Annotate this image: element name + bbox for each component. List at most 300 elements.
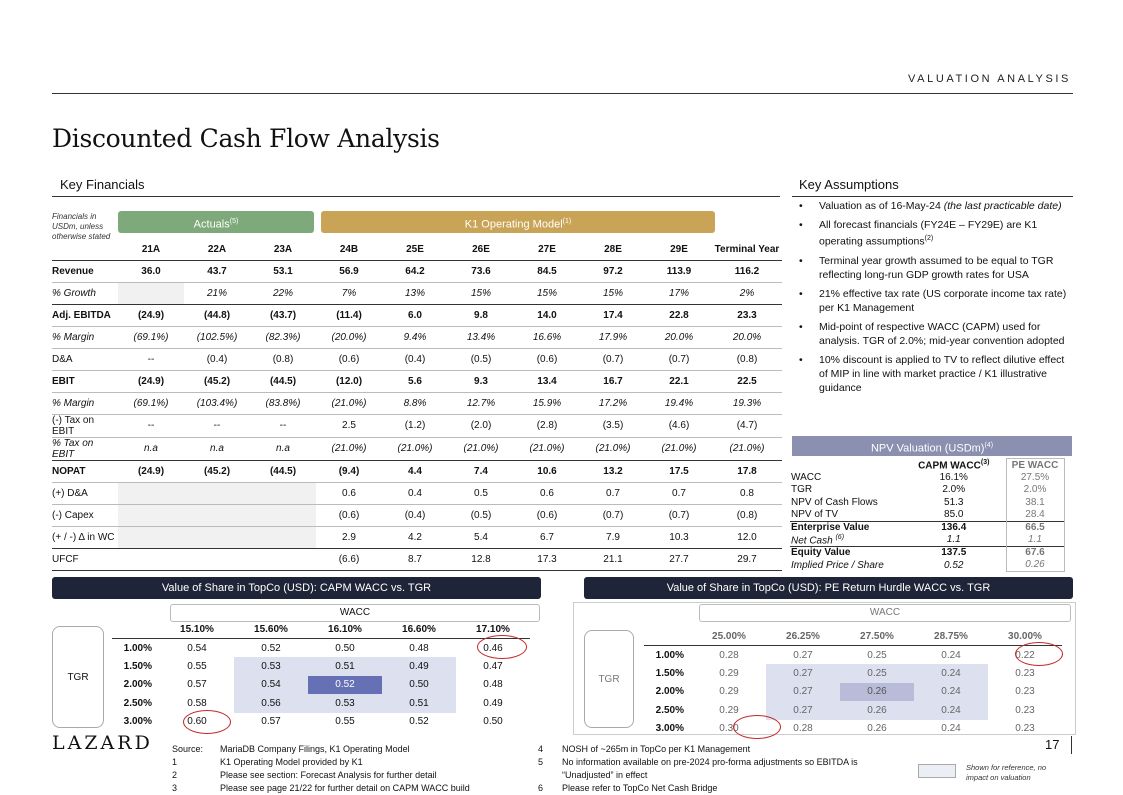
reference-legend: Shown for reference, no impact on valuation	[966, 763, 1047, 782]
cell: (4.6)	[646, 414, 712, 437]
cell: n.a	[118, 437, 184, 460]
sensitivity-cell: 0.22	[1015, 649, 1035, 661]
npv-pe-value: 28.4	[1006, 509, 1064, 522]
npv-capm-value: 0.52	[944, 559, 964, 571]
cell: 0.7	[646, 482, 712, 504]
cell: --	[118, 414, 184, 437]
sensitivity-cell: 0.26	[840, 683, 914, 702]
npv-pe-value: 0.26	[1006, 559, 1064, 572]
npv-capm-value: 16.1%	[939, 471, 968, 483]
cell: 17.8	[712, 460, 782, 482]
npv-pe-value: 67.6	[1006, 546, 1064, 559]
sensitivity-row	[644, 664, 1062, 683]
sensitivity-cell: 0.26	[840, 701, 914, 720]
cell: (103.4%)	[184, 392, 250, 414]
npv-row	[790, 521, 1064, 534]
financial-row	[52, 526, 782, 548]
assumption-item: • Terminal year growth assumed to be equal to TGR reflecting long-run GDP growth rates for USA	[797, 254, 1069, 282]
actuals-label: Actuals	[193, 218, 230, 231]
cell: 56.9	[316, 260, 382, 282]
sensitivity-cell: 0.25	[840, 664, 914, 683]
row-label: (+ / -) Δ in WC	[52, 526, 118, 548]
npv-pe-value: 1.1	[1006, 534, 1064, 547]
wacc-header: 16.60%	[382, 620, 456, 639]
sensitivity-cell: 0.49	[382, 657, 456, 676]
cell: 9.8	[448, 304, 514, 326]
cell: (21.0%)	[712, 437, 782, 460]
cell: (3.5)	[580, 414, 646, 437]
financial-row	[52, 548, 782, 570]
cell: 0.6	[514, 482, 580, 504]
cell: 15%	[514, 282, 580, 304]
cell: 20.0%	[646, 326, 712, 348]
cell: (24.9)	[118, 370, 184, 392]
sensitivity-cell: 0.23	[1015, 723, 1035, 735]
sensitivity-cell: 0.46	[483, 642, 503, 654]
sensitivity-cell: 0.50	[483, 716, 503, 728]
cell	[184, 526, 250, 548]
npv-row	[790, 496, 1064, 509]
capm-sensitivity-title: Value of Share in TopCo (USD): CAPM WACC vs. TGR	[52, 577, 541, 599]
financial-row	[52, 504, 782, 526]
sensitivity-cell: 0.24	[914, 683, 988, 702]
sensitivity-cell: 0.57	[187, 679, 207, 691]
financial-row	[52, 260, 782, 282]
cell: 22.8	[646, 304, 712, 326]
cell: 8.8%	[382, 392, 448, 414]
cell: 16.7	[580, 370, 646, 392]
sensitivity-cell: 0.28	[793, 723, 813, 735]
key-financials-heading: Key Financials	[60, 177, 145, 192]
npv-row	[790, 471, 1064, 484]
cell: (11.4)	[316, 304, 382, 326]
cell: (21.0%)	[382, 437, 448, 460]
npv-pe-value: 66.5	[1006, 521, 1064, 534]
tgr-row-label: 1.50%	[123, 660, 152, 672]
cell: (0.4)	[382, 348, 448, 370]
cell	[250, 548, 316, 570]
col-header: 27E	[514, 240, 580, 260]
col-header: 26E	[448, 240, 514, 260]
npv-table	[790, 458, 1065, 572]
cell: (9.4)	[316, 460, 382, 482]
highlight-circle	[183, 710, 231, 734]
sensitivity-cell: 0.54	[187, 642, 207, 654]
sensitivity-cell: 0.30	[719, 723, 739, 735]
wacc-header: 25.00%	[692, 627, 766, 646]
row-label: (+) D&A	[52, 482, 118, 504]
sensitivity-row	[112, 657, 530, 676]
cell: 43.7	[184, 260, 250, 282]
cell: (44.5)	[250, 460, 316, 482]
financial-row	[52, 414, 782, 437]
financial-row	[52, 348, 782, 370]
units-note: Financials in USDm, unless otherwise stated	[52, 212, 111, 241]
footnote: 3 Please see page 21/22 for further detail on CAPM WACC build	[172, 783, 470, 793]
sensitivity-cell: 0.27	[766, 701, 840, 720]
cell: 84.5	[514, 260, 580, 282]
col-header: 23A	[250, 240, 316, 260]
cell: 0.6	[316, 482, 382, 504]
cell: (20.0%)	[316, 326, 382, 348]
key-assumptions-rule	[792, 196, 1073, 197]
sensitivity-cell: 0.24	[914, 701, 988, 720]
assumption-item: • All forecast financials (FY24E – FY29E) are K1 operating assumptions$^{(2)}$	[797, 218, 1069, 249]
sensitivity-cell: 0.50	[335, 642, 355, 654]
capm-wacc-label: WACC	[170, 604, 540, 622]
cell: (6.6)	[316, 548, 382, 570]
sensitivity-cell: 0.51	[308, 657, 382, 676]
cell: 17.5	[646, 460, 712, 482]
sensitivity-cell: 0.57	[261, 716, 281, 728]
wacc-header: 15.10%	[160, 620, 234, 639]
cell: (0.6)	[514, 504, 580, 526]
row-label: EBIT	[52, 370, 118, 392]
sensitivity-cell: 0.52	[308, 676, 382, 695]
cell: (0.8)	[712, 348, 782, 370]
cell: 17.3	[514, 548, 580, 570]
key-financials-table	[52, 240, 782, 571]
model-label: K1 Operating Model	[464, 218, 563, 231]
col-header: 29E	[646, 240, 712, 260]
cell: 113.9	[646, 260, 712, 282]
cell: 15.9%	[514, 392, 580, 414]
footnotes-left	[172, 743, 470, 795]
sensitivity-row	[644, 720, 1062, 739]
cell: (0.6)	[316, 504, 382, 526]
cell: (21.0%)	[514, 437, 580, 460]
cell: 2.9	[316, 526, 382, 548]
cell: 22.5	[712, 370, 782, 392]
financial-row	[52, 482, 782, 504]
sensitivity-cell: 0.23	[1015, 667, 1035, 679]
tgr-row-label: 1.00%	[655, 649, 684, 661]
wacc-header: 30.00%	[988, 627, 1062, 646]
npv-row	[790, 484, 1064, 497]
cell: (0.7)	[646, 348, 712, 370]
row-label: NOPAT	[52, 460, 118, 482]
cell	[184, 482, 250, 504]
footnote: 6 Please refer to TopCo Net Cash Bridge	[538, 783, 718, 793]
footnotes-right	[538, 743, 858, 795]
cell: 0.4	[382, 482, 448, 504]
model-sup: (1)	[562, 218, 572, 225]
sensitivity-cell: 0.24	[941, 649, 961, 661]
cell: 0.5	[448, 482, 514, 504]
cell: 21%	[184, 282, 250, 304]
cell: 7%	[316, 282, 382, 304]
row-label: % Margin	[52, 326, 118, 348]
highlight-circle	[733, 715, 781, 739]
assumption-item: • 21% effective tax rate (US corporate income tax rate) per K1 Management	[797, 287, 1069, 315]
cell: 7.4	[448, 460, 514, 482]
cell: (69.1%)	[118, 392, 184, 414]
cell	[250, 526, 316, 548]
cell: 64.2	[382, 260, 448, 282]
cell: 17.9%	[580, 326, 646, 348]
cell: (0.6)	[316, 348, 382, 370]
sensitivity-cell: 0.58	[187, 697, 207, 709]
row-label: Revenue	[52, 260, 118, 282]
assumption-item: • Mid-point of respective WACC (CAPM) used for analysis. TGR of 2.0%; mid-year convention adopted	[797, 320, 1069, 348]
footnote: 4 NOSH of ~265m in TopCo per K1 Management	[538, 744, 751, 754]
npv-pe-value: 2.0%	[1006, 484, 1064, 497]
npv-pe-value: 38.1	[1006, 496, 1064, 509]
cell	[118, 526, 184, 548]
cell: (24.9)	[118, 304, 184, 326]
cell: (21.0%)	[316, 437, 382, 460]
sensitivity-cell: 0.49	[483, 697, 503, 709]
cell: 5.6	[382, 370, 448, 392]
npv-label: Equity Value	[791, 547, 851, 559]
key-financials-rule	[52, 196, 780, 197]
cell: (0.7)	[646, 504, 712, 526]
col-header: Terminal Year	[712, 240, 782, 260]
cell	[118, 504, 184, 526]
cell: 15%	[448, 282, 514, 304]
pe-sensitivity-title: Value of Share in TopCo (USD): PE Return Hurdle WACC vs. TGR	[584, 577, 1073, 599]
page-number-rule	[1071, 736, 1072, 754]
cell: (24.9)	[118, 460, 184, 482]
sensitivity-row	[644, 683, 1062, 702]
cell: 13.4	[514, 370, 580, 392]
row-label: Adj. EBITDA	[52, 304, 118, 326]
npv-label: WACC	[791, 471, 822, 483]
section-header: VALUATION ANALYSIS	[908, 73, 1071, 85]
cell: 2.5	[316, 414, 382, 437]
sensitivity-cell: 0.27	[793, 649, 813, 661]
cell: 23.3	[712, 304, 782, 326]
header-rule	[52, 93, 1073, 94]
npv-label: TGR	[791, 484, 813, 496]
cell: (0.7)	[580, 348, 646, 370]
cell: 10.3	[646, 526, 712, 548]
tgr-row-label: 3.00%	[655, 723, 684, 735]
sensitivity-cell: 0.29	[719, 704, 739, 716]
cell: (21.0%)	[580, 437, 646, 460]
financial-row	[52, 370, 782, 392]
capm-tgr-label: TGR	[52, 626, 104, 728]
npv-row	[790, 509, 1064, 522]
cell	[184, 548, 250, 570]
sensitivity-row	[644, 701, 1062, 720]
footnote: 1 K1 Operating Model provided by K1	[172, 757, 363, 767]
cell: 21.1	[580, 548, 646, 570]
sensitivity-cell: 0.54	[234, 676, 308, 695]
col-header: 28E	[580, 240, 646, 260]
cell: 19.4%	[646, 392, 712, 414]
sensitivity-cell: 0.53	[234, 657, 308, 676]
cell: 17.2%	[580, 392, 646, 414]
cell: (12.0)	[316, 370, 382, 392]
cell: 14.0	[514, 304, 580, 326]
cell: 15%	[580, 282, 646, 304]
npv-label: Net Cash	[791, 534, 836, 546]
col-header: 22A	[184, 240, 250, 260]
cell: 0.8	[712, 482, 782, 504]
sensitivity-cell: 0.56	[234, 694, 308, 713]
wacc-header: 16.10%	[308, 620, 382, 639]
cell: 36.0	[118, 260, 184, 282]
npv-title-band: NPV Valuation (USDm)$^{(4)}$	[792, 436, 1072, 456]
actuals-sup: (5)	[229, 218, 239, 225]
sensitivity-cell: 0.52	[261, 642, 281, 654]
cell: (0.5)	[448, 504, 514, 526]
wacc-header: 17.10%	[456, 620, 530, 639]
row-label: D&A	[52, 348, 118, 370]
cell: 4.2	[382, 526, 448, 548]
financial-row	[52, 392, 782, 414]
cell: 17%	[646, 282, 712, 304]
highlight-circle	[477, 635, 527, 659]
cell: 12.8	[448, 548, 514, 570]
sensitivity-cell: 0.60	[187, 716, 207, 728]
cell: --	[118, 348, 184, 370]
cell: (21.0%)	[448, 437, 514, 460]
cell: 73.6	[448, 260, 514, 282]
assumption-item: • Valuation as of 16-May-24 (the last practicable date)	[797, 199, 1069, 213]
footnote: Source: MariaDB Company Filings, K1 Operating Model	[172, 744, 410, 754]
reference-swatch	[918, 764, 956, 778]
cell	[118, 482, 184, 504]
cell: 17.4	[580, 304, 646, 326]
cell: (0.4)	[184, 348, 250, 370]
footnote: 2 Please see section: Forecast Analysis for further detail	[172, 770, 437, 780]
pe-sensitivity-table	[644, 627, 1062, 738]
cell: 12.7%	[448, 392, 514, 414]
row-label: UFCF	[52, 548, 118, 570]
cell: 5.4	[448, 526, 514, 548]
tgr-row-label: 2.00%	[655, 686, 684, 698]
actuals-band	[118, 211, 314, 233]
cell: 27.7	[646, 548, 712, 570]
cell: (21.0%)	[646, 437, 712, 460]
cell: 9.4%	[382, 326, 448, 348]
npv-col-pe: PE WACC	[1006, 459, 1064, 472]
cell: 22%	[250, 282, 316, 304]
cell: n.a	[184, 437, 250, 460]
cell: (45.2)	[184, 370, 250, 392]
footnote: “Unadjusted” in effect	[562, 770, 648, 780]
sensitivity-cell: 0.55	[187, 660, 207, 672]
sensitivity-cell: 0.24	[914, 664, 988, 683]
footnote: 5 No information available on pre-2024 pro-forma adjustments so EBITDA is	[538, 757, 858, 767]
cell: (82.3%)	[250, 326, 316, 348]
cell: (0.6)	[514, 348, 580, 370]
financial-row	[52, 326, 782, 348]
wacc-header: 27.50%	[840, 627, 914, 646]
npv-label: Enterprise Value	[791, 522, 870, 533]
capm-sensitivity-table	[112, 620, 530, 731]
cell: (0.5)	[448, 348, 514, 370]
cell: 10.6	[514, 460, 580, 482]
col-header: 21A	[118, 240, 184, 260]
pe-tgr-label: TGR	[584, 630, 634, 728]
tgr-row-label: 2.50%	[655, 704, 684, 716]
cell	[184, 504, 250, 526]
cell: --	[250, 414, 316, 437]
sensitivity-cell: 0.55	[335, 716, 355, 728]
cell: 13.4%	[448, 326, 514, 348]
cell	[118, 282, 184, 304]
page-title: Discounted Cash Flow Analysis	[52, 124, 440, 153]
cell: 0.7	[580, 482, 646, 504]
cell: 20.0%	[712, 326, 782, 348]
npv-capm-value: 1.1	[946, 534, 961, 546]
cell: (69.1%)	[118, 326, 184, 348]
cell: (21.0%)	[316, 392, 382, 414]
sensitivity-cell: 0.52	[409, 716, 429, 728]
sensitivity-cell: 0.51	[382, 694, 456, 713]
page-number: 17	[1045, 737, 1060, 752]
sensitivity-cell: 0.24	[941, 723, 961, 735]
tgr-row-label: 2.00%	[123, 679, 152, 691]
row-label: % Tax on EBIT	[52, 437, 118, 460]
cell: (4.7)	[712, 414, 782, 437]
cell: 29.7	[712, 548, 782, 570]
cell: (0.8)	[712, 504, 782, 526]
npv-capm-value: 137.5	[902, 546, 1006, 559]
npv-pe-value: 27.5%	[1006, 471, 1064, 484]
pe-wacc-label: WACC	[699, 604, 1071, 622]
npv-label: NPV of Cash Flows	[791, 496, 878, 508]
tgr-row-label: 1.00%	[123, 642, 152, 654]
sensitivity-row	[644, 646, 1062, 665]
cell: 4.4	[382, 460, 448, 482]
sensitivity-cell: 0.27	[766, 664, 840, 683]
sensitivity-cell: 0.47	[483, 660, 503, 672]
lazard-logo: LAZARD	[52, 732, 153, 754]
sensitivity-cell: 0.48	[483, 679, 503, 691]
cell: 7.9	[580, 526, 646, 548]
cell: (2.8)	[514, 414, 580, 437]
cell: (44.8)	[184, 304, 250, 326]
cell: (45.2)	[184, 460, 250, 482]
npv-label: Implied Price / Share	[791, 559, 884, 571]
row-label: % Growth	[52, 282, 118, 304]
npv-row: Net Cash $^{(6)}$ 1.1 1.1	[790, 534, 1064, 547]
key-assumptions-heading: Key Assumptions	[799, 177, 899, 192]
cell: 116.2	[712, 260, 782, 282]
cell: 13.2	[580, 460, 646, 482]
cell: 2%	[712, 282, 782, 304]
assumption-item: • 10% discount is applied to TV to reflect dilutive effect of MIP in line with market practice / K1 illustrative guidance	[797, 353, 1069, 395]
financial-row	[52, 460, 782, 482]
sensitivity-cell: 0.48	[409, 642, 429, 654]
financial-row	[52, 282, 782, 304]
cell: (44.5)	[250, 370, 316, 392]
assumptions-list	[797, 199, 1069, 400]
cell: 22.1	[646, 370, 712, 392]
npv-label: NPV of TV	[791, 509, 839, 520]
cell: n.a	[250, 437, 316, 460]
col-header: 24B	[316, 240, 382, 260]
cell: 6.7	[514, 526, 580, 548]
col-header: 25E	[382, 240, 448, 260]
npv-capm-value: 51.3	[944, 496, 964, 508]
cell: (43.7)	[250, 304, 316, 326]
cell: 53.1	[250, 260, 316, 282]
cell: (0.8)	[250, 348, 316, 370]
cell: 19.3%	[712, 392, 782, 414]
cell: 13%	[382, 282, 448, 304]
npv-row	[790, 546, 1064, 559]
cell: 8.7	[382, 548, 448, 570]
cell: (83.8%)	[250, 392, 316, 414]
financial-row	[52, 304, 782, 326]
cell: 97.2	[580, 260, 646, 282]
tgr-row-label: 1.50%	[655, 667, 684, 679]
